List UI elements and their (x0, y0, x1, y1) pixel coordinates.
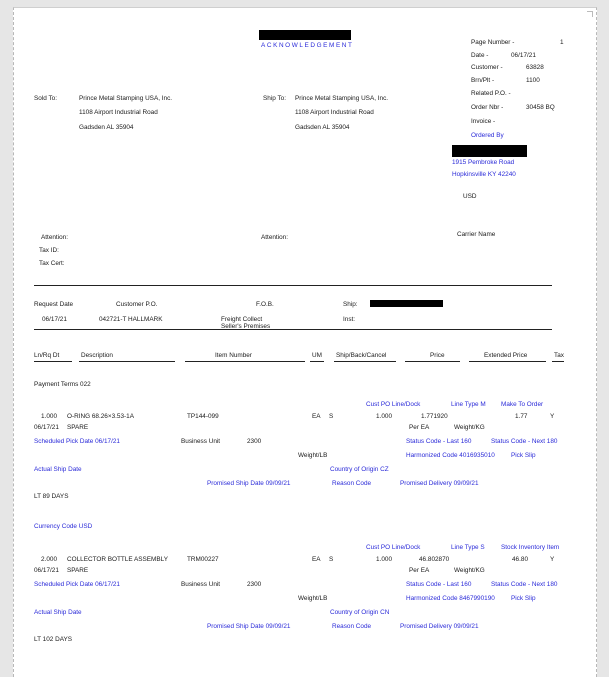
line-note: SPARE (67, 567, 89, 574)
ship-to-address-line2: Gadsden AL 35904 (295, 124, 350, 131)
line-tax: Y (550, 556, 555, 563)
line-status-last: Status Code - Last 160 (406, 438, 472, 445)
ordered-by-address-line2: Hopkinsville KY 42240 (452, 171, 516, 178)
col-underline-7 (469, 361, 546, 362)
line-per-ea: Per EA (409, 567, 430, 574)
line-s: S (329, 413, 334, 420)
line-qty: 1.000 (41, 413, 57, 420)
line-lt: LT 89 DAYS (34, 493, 69, 500)
line-promised-delivery: Promised Delivery 09/09/21 (400, 623, 479, 630)
related-po-label: Related P.O. - (471, 90, 511, 97)
customer-po-label: Customer P.O. (116, 301, 158, 308)
line-currency-code: Currency Code USD (34, 523, 93, 530)
col-tax: Tax (554, 352, 564, 359)
line-sched-pick: Scheduled Pick Date 06/17/21 (34, 438, 120, 445)
line-sched-pick: Scheduled Pick Date 06/17/21 (34, 581, 120, 588)
line-note: SPARE (67, 424, 89, 431)
line-type: Line Type M (451, 401, 486, 408)
col-description: Description (81, 352, 113, 359)
line-per-ea: Per EA (409, 424, 430, 431)
line-date: 06/17/21 (34, 567, 59, 574)
line-status-next: Status Code - Next 180 (491, 581, 558, 588)
redacted-block-ship (370, 300, 443, 307)
line-bu-label: Business Unit (181, 438, 221, 445)
date-value: 06/17/21 (511, 52, 536, 59)
date-label: Date - (471, 52, 489, 59)
sold-to-name: Prince Metal Stamping USA, Inc. (79, 95, 173, 102)
attention-ship-label: Attention: (261, 234, 289, 241)
ship-to-address-line1: 1108 Airport Industrial Road (295, 109, 374, 116)
line-pick-slip: Pick Slip (511, 595, 536, 602)
ship-to-name: Prince Metal Stamping USA, Inc. (295, 95, 389, 102)
line-promised-ship: Promised Ship Date 09/09/21 (207, 623, 291, 630)
line-country: Country of Origin CZ (330, 466, 389, 473)
invoice-label: Invoice - (471, 118, 496, 125)
line-ship-qty: 1.000 (376, 413, 392, 420)
fob-line2: Seller's Premises (221, 323, 271, 329)
ordered-by-address-line1: 1915 Pembroke Road (452, 159, 515, 166)
cust-po-label: Cust PO Line/Dock (366, 544, 421, 551)
page-number-value: 1 (560, 39, 564, 46)
line-harmonized: Harmonized Code 8467990190 (406, 595, 495, 602)
col-underline-3 (185, 361, 305, 362)
page-number-label: Page Number - (471, 39, 515, 46)
line-extended-price: 1.77 (515, 413, 528, 420)
line-extended-price: 46.80 (512, 556, 528, 563)
make-label: Stock Inventory Item (501, 544, 560, 551)
line-weight-kg: Weight/KG (454, 567, 485, 574)
attention-label: Attention: (41, 234, 69, 241)
line-type: Line Type S (451, 544, 485, 551)
line-pick-slip: Pick Slip (511, 452, 536, 459)
col-underline-2 (79, 361, 175, 362)
payment-terms: Payment Terms 022 (34, 381, 91, 388)
line-um: EA (312, 556, 321, 563)
line-promised-ship: Promised Ship Date 09/09/21 (207, 480, 291, 487)
col-um: UM (312, 352, 322, 359)
col-underline-8 (552, 361, 564, 362)
document-title: ACKNOWLEDGEMENT (261, 42, 354, 49)
col-extended-price: Extended Price (484, 352, 528, 359)
col-underline-4 (310, 361, 324, 362)
document-page (13, 7, 597, 677)
ship-label: Ship: (343, 301, 358, 308)
ordered-by-label: Ordered By (471, 132, 504, 139)
line-harmonized: Harmonized Code 4016935010 (406, 452, 495, 459)
currency-value: USD (463, 193, 477, 200)
line-tax: Y (550, 413, 555, 420)
line-description: O-RING 68.26×3.53-1A (67, 413, 134, 420)
line-weight-lb: Weight/LB (298, 595, 328, 602)
redacted-block-title (259, 30, 351, 40)
line-bu-value: 2300 (247, 438, 262, 445)
line-weight-kg: Weight/KG (454, 424, 485, 431)
line-ship-qty: 1.000 (376, 556, 392, 563)
col-ln-rq: Ln/Rq Dt (34, 352, 60, 359)
order-nbr-value: 30458 BQ (526, 104, 555, 111)
line-bu-value: 2300 (247, 581, 262, 588)
divider-1 (34, 285, 552, 286)
customer-po-value: 042721-T HALLMARK (99, 316, 163, 323)
tax-id-label: Tax ID: (39, 247, 59, 254)
col-item-number: Item Number (215, 352, 252, 359)
line-price: 46.802870 (419, 556, 450, 563)
sold-to-address-line1: 1108 Airport Industrial Road (79, 109, 158, 116)
sold-to-label: Sold To: (34, 95, 57, 102)
request-date-value: 06/17/21 (42, 316, 67, 323)
page-corner-mark (587, 11, 593, 17)
line-actual-ship: Actual Ship Date (34, 609, 82, 616)
line-um: EA (312, 413, 321, 420)
make-label: Make To Order (501, 401, 544, 408)
line-price: 1.771920 (421, 413, 448, 420)
brn-label: Brn/Plt - (471, 77, 495, 84)
divider-2 (34, 329, 552, 330)
line-date: 06/17/21 (34, 424, 59, 431)
fob-line1: Freight Collect (221, 316, 263, 323)
col-underline-1 (34, 361, 72, 362)
brn-value: 1100 (526, 77, 540, 84)
customer-label: Customer - (471, 64, 503, 71)
sold-to-address-line2: Gadsden AL 35904 (79, 124, 134, 131)
col-ship-back-cancel: Ship/Back/Cancel (336, 352, 387, 359)
line-qty: 2.000 (41, 556, 57, 563)
line-actual-ship: Actual Ship Date (34, 466, 82, 473)
ship-to-label: Ship To: (263, 95, 286, 102)
order-nbr-label: Order Nbr - (471, 104, 504, 111)
fob-label: F.O.B. (256, 301, 274, 308)
line-s: S (329, 556, 334, 563)
col-price: Price (430, 352, 445, 359)
line-bu-label: Business Unit (181, 581, 221, 588)
line-country: Country of Origin CN (330, 609, 390, 616)
line-reason: Reason Code (332, 623, 372, 630)
line-status-next: Status Code - Next 180 (491, 438, 558, 445)
tax-cert-label: Tax Cert: (39, 260, 65, 267)
line-description: COLLECTOR BOTTLE ASSEMBLY (67, 556, 168, 563)
inst-label: Inst: (343, 316, 356, 323)
carrier-name-label: Carrier Name (457, 231, 496, 238)
line-promised-delivery: Promised Delivery 09/09/21 (400, 480, 479, 487)
col-underline-5 (334, 361, 396, 362)
line-status-last: Status Code - Last 160 (406, 581, 472, 588)
customer-value: 63828 (526, 64, 544, 71)
cust-po-label: Cust PO Line/Dock (366, 401, 421, 408)
line-item-number: TRM00227 (187, 556, 219, 563)
line-item-number: TP144-099 (187, 413, 219, 420)
line-reason: Reason Code (332, 480, 372, 487)
col-underline-6 (405, 361, 460, 362)
line-lt: LT 102 DAYS (34, 636, 73, 643)
request-date-label: Request Date (34, 301, 74, 308)
line-weight-lb: Weight/LB (298, 452, 328, 459)
redacted-block-orderer (452, 145, 527, 157)
